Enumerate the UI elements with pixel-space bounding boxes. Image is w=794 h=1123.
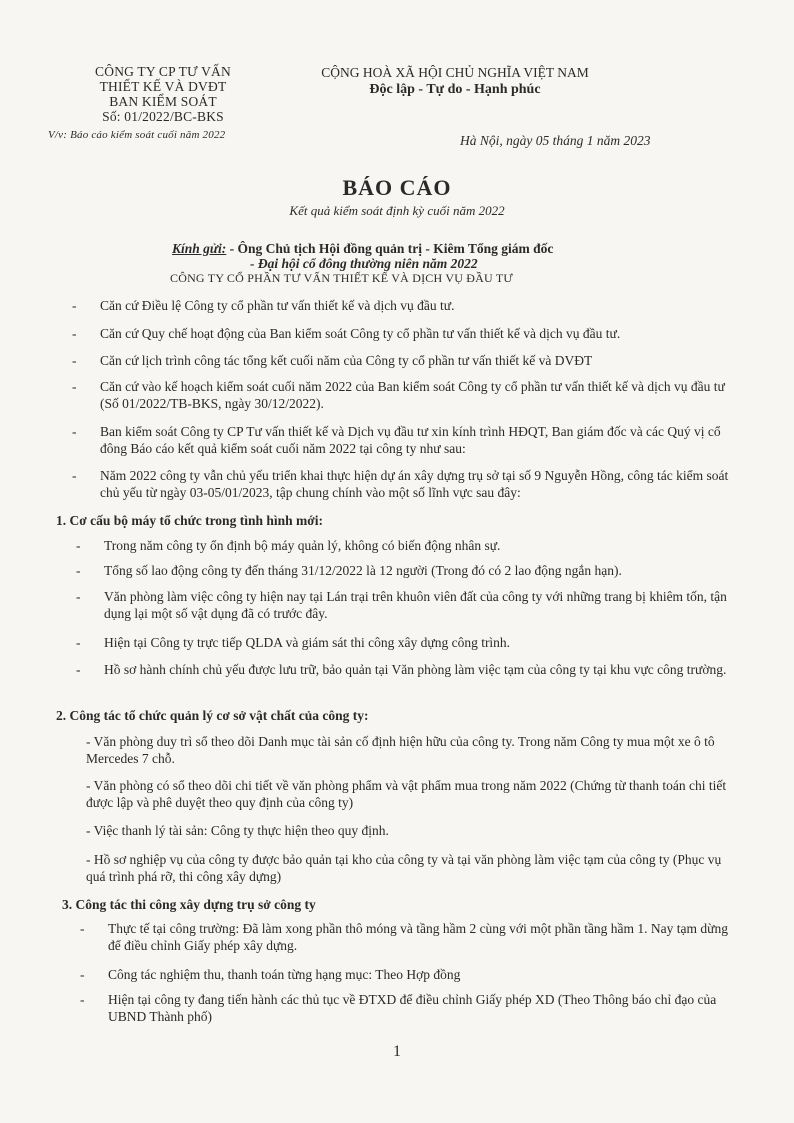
department-name: BAN KIỂM SOÁT bbox=[109, 94, 217, 109]
list-item: - Hiện tại Công ty trực tiếp QLDA và giám sát thi công xây dựng công trình. bbox=[76, 635, 511, 650]
list-item: - Việc thanh lý tài sản: Công ty thực hiện theo quy định. bbox=[86, 823, 389, 838]
list-item: - Tổng số lao động công ty đến tháng 31/12/2022 là 12 người (Trong đó có 2 lao động ngắn hạn). bbox=[76, 563, 622, 578]
list-item: - Trong năm công ty ổn định bộ máy quản lý, không có biến động nhân sự. bbox=[76, 538, 501, 553]
section-1-heading: 1. Cơ cấu bộ máy tổ chức trong tình hình mới: bbox=[56, 513, 323, 528]
list-item: - Văn phòng có sổ theo dõi chi tiết về văn phòng phẩm và vật phẩm mua trong năm 2022 (Chứng từ thanh toán chi tiết được lập và phê duyệt theo quy định của công ty) bbox=[86, 778, 727, 810]
list-item: - Thực tế tại công trường: Đã làm xong phần thô móng và tầng hầm 2 cùng với một phần tầng hầm 1. Nay tạm dừng để điều chỉnh Giấy phép xây dựng. bbox=[80, 921, 728, 953]
list-item: - Ban kiểm soát Công ty CP Tư vấn thiết kế và Dịch vụ đầu tư xin kính trình HĐQT, Ban giám đốc và các Quý vị cổ đông Báo cáo kết quả kiểm soát cuối năm 2022 tại công ty như sau: bbox=[72, 424, 721, 456]
recipient-block bbox=[172, 241, 553, 286]
company-name-line1: CÔNG TY CP TƯ VẤN bbox=[95, 64, 231, 79]
recipient-line3: CÔNG TY CỔ PHẦN TƯ VẤN THIẾT KẾ VÀ DỊCH VỤ ĐẦU TƯ bbox=[170, 271, 513, 285]
list-item: - Căn cứ Quy chế hoạt động của Ban kiểm soát Công ty cổ phần tư vấn thiết kế và dịch vụ đầu tư. bbox=[72, 326, 621, 341]
document-title: BÁO CÁO bbox=[342, 175, 452, 200]
list-item: - Năm 2022 công ty vẫn chủ yếu triển khai thực hiện dự án xây dựng trụ sở tại số 9 Nguyễn Hồng, công tác kiểm soát chủ yếu từ ngày 03-05/01/2023, tập chung chính vào một số lĩnh vực sau đây: bbox=[72, 468, 729, 500]
recipient-line1: - Ông Chủ tịch Hội đồng quản trị - Kiêm Tổng giám đốc bbox=[226, 241, 554, 256]
page-number: 1 bbox=[393, 1043, 401, 1060]
nation-name: CỘNG HOÀ XÃ HỘI CHỦ NGHĨA VIỆT NAM bbox=[321, 65, 589, 80]
recipient-label: Kính gửi: bbox=[172, 241, 227, 256]
list-item: - Căn cứ Điều lệ Công ty cổ phần tư vấn thiết kế và dịch vụ đầu tư. bbox=[72, 298, 455, 313]
national-motto: Độc lập - Tự do - Hạnh phúc bbox=[369, 82, 541, 97]
header-left bbox=[48, 64, 278, 143]
recipient-line2: - Đại hội cổ đông thường niên năm 2022 bbox=[250, 256, 478, 271]
header-right bbox=[290, 64, 620, 98]
list-item: - Hiện tại công ty đang tiến hành các thủ tục về ĐTXD để điều chỉnh Giấy phép XD (Theo Thông báo chỉ đạo của UBND Thành phố) bbox=[80, 992, 717, 1024]
document-subject: V/v: Báo cáo kiểm soát cuối năm 2022 bbox=[48, 129, 226, 141]
section-2-heading: 2. Công tác tổ chức quản lý cơ sở vật chất của công ty: bbox=[56, 708, 369, 723]
document-date: Hà Nội, ngày 05 tháng 1 năm 2023 bbox=[460, 133, 651, 148]
document-subtitle: Kết quả kiểm soát định kỳ cuối năm 2022 bbox=[289, 203, 505, 218]
list-item: - Công tác nghiệm thu, thanh toán từng hạng mục: Theo Hợp đồng bbox=[80, 967, 461, 982]
list-item: - Hồ sơ nghiệp vụ của công ty được bảo quản tại kho của công ty và tại văn phòng làm việc tạm của công ty (Phục vụ quá trình phá rỡ, thi công xây dựng) bbox=[86, 852, 722, 884]
section-3-heading: 3. Công tác thi công xây dựng trụ sở công ty bbox=[62, 897, 316, 912]
document-number: Số: 01/2022/BC-BKS bbox=[102, 109, 224, 124]
list-item: - Văn phòng làm việc công ty hiện nay tại Lán trại trên khuôn viên đất của công ty với những trang bị khiêm tốn, tận dụng lại một số vật dụng đã có trước đây. bbox=[76, 589, 727, 621]
company-name-line2: THIẾT KẾ VÀ DVĐT bbox=[99, 79, 227, 94]
list-item: - Căn cứ lịch trình công tác tổng kết cuối năm của Công ty cổ phần tư vấn thiết kế và DVĐT bbox=[72, 353, 593, 368]
list-item: - Căn cứ vào kế hoạch kiểm soát cuối năm 2022 của Ban kiểm soát Công ty cổ phần tư vấn thiết kế và dịch vụ đầu tư (Số 01/2022/TB-BKS, ngày 30/12/2022). bbox=[72, 379, 725, 411]
list-item: - Văn phòng duy trì sổ theo dõi Danh mục tài sản cố định hiện hữu của công ty. Trong năm Công ty mua một xe ô tô Mercedes 7 chỗ. bbox=[86, 734, 715, 766]
list-item: - Hồ sơ hành chính chủ yếu được lưu trữ, bảo quản tại Văn phòng làm việc tạm của công ty tại khu vực công trường. bbox=[76, 662, 727, 677]
